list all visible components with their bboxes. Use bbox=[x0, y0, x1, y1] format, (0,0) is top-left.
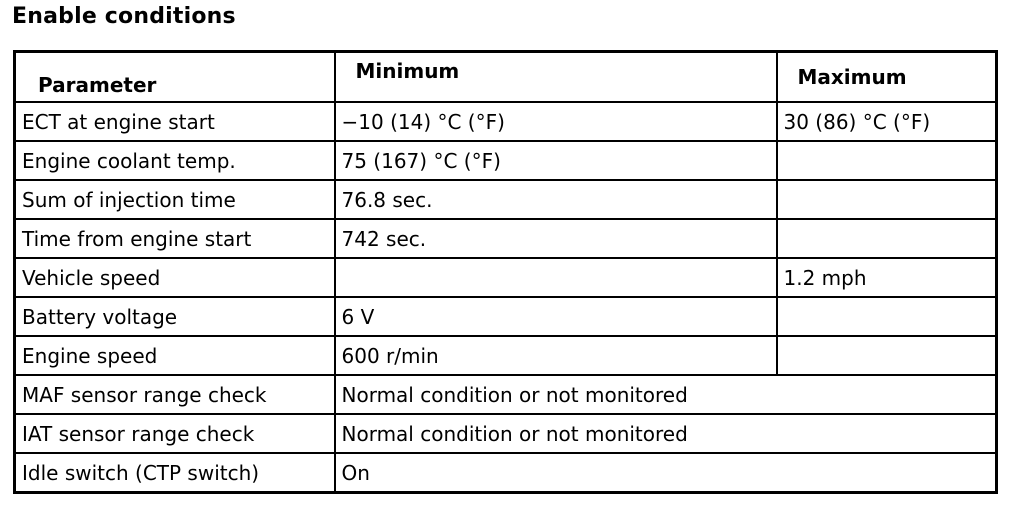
parameter-cell: IAT sensor range check bbox=[15, 414, 335, 453]
enable-conditions-table bbox=[13, 50, 998, 494]
maximum-cell bbox=[777, 336, 997, 375]
table-row bbox=[15, 297, 997, 336]
minimum-cell bbox=[335, 258, 777, 297]
minimum-cell: 600 r/min bbox=[335, 336, 777, 375]
parameter-cell: MAF sensor range check bbox=[15, 375, 335, 414]
parameter-cell: Battery voltage bbox=[15, 297, 335, 336]
minimum-cell: 742 sec. bbox=[335, 219, 777, 258]
column-header-maximum: Maximum bbox=[777, 52, 997, 103]
table-row bbox=[15, 375, 997, 414]
maximum-cell bbox=[777, 297, 997, 336]
table-row bbox=[15, 453, 997, 493]
column-header-minimum: Minimum bbox=[335, 52, 777, 103]
parameter-cell: Time from engine start bbox=[15, 219, 335, 258]
maximum-cell: 1.2 mph bbox=[777, 258, 997, 297]
maximum-cell bbox=[777, 180, 997, 219]
column-header-parameter: Parameter bbox=[15, 52, 335, 103]
maximum-cell bbox=[777, 141, 997, 180]
parameter-cell: Vehicle speed bbox=[15, 258, 335, 297]
minimum-cell: 75 (167) °C (°F) bbox=[335, 141, 777, 180]
maximum-cell bbox=[777, 219, 997, 258]
table-row bbox=[15, 336, 997, 375]
spanned-value-cell: Normal condition or not monitored bbox=[335, 375, 997, 414]
minimum-cell: 6 V bbox=[335, 297, 777, 336]
table-row bbox=[15, 258, 997, 297]
parameter-cell: Sum of injection time bbox=[15, 180, 335, 219]
table-row bbox=[15, 141, 997, 180]
minimum-cell: 76.8 sec. bbox=[335, 180, 777, 219]
parameter-cell: Engine speed bbox=[15, 336, 335, 375]
parameter-cell: Engine coolant temp. bbox=[15, 141, 335, 180]
table-row bbox=[15, 219, 997, 258]
parameter-cell: ECT at engine start bbox=[15, 102, 335, 141]
table-row bbox=[15, 414, 997, 453]
header-row bbox=[15, 52, 997, 103]
table-row bbox=[15, 102, 997, 141]
parameter-cell: Idle switch (CTP switch) bbox=[15, 453, 335, 493]
spanned-value-cell: Normal condition or not monitored bbox=[335, 414, 997, 453]
maximum-cell: 30 (86) °C (°F) bbox=[777, 102, 997, 141]
spanned-value-cell: On bbox=[335, 453, 997, 493]
table-row bbox=[15, 180, 997, 219]
minimum-cell: −10 (14) °C (°F) bbox=[335, 102, 777, 141]
section-title: Enable conditions bbox=[12, 4, 236, 29]
